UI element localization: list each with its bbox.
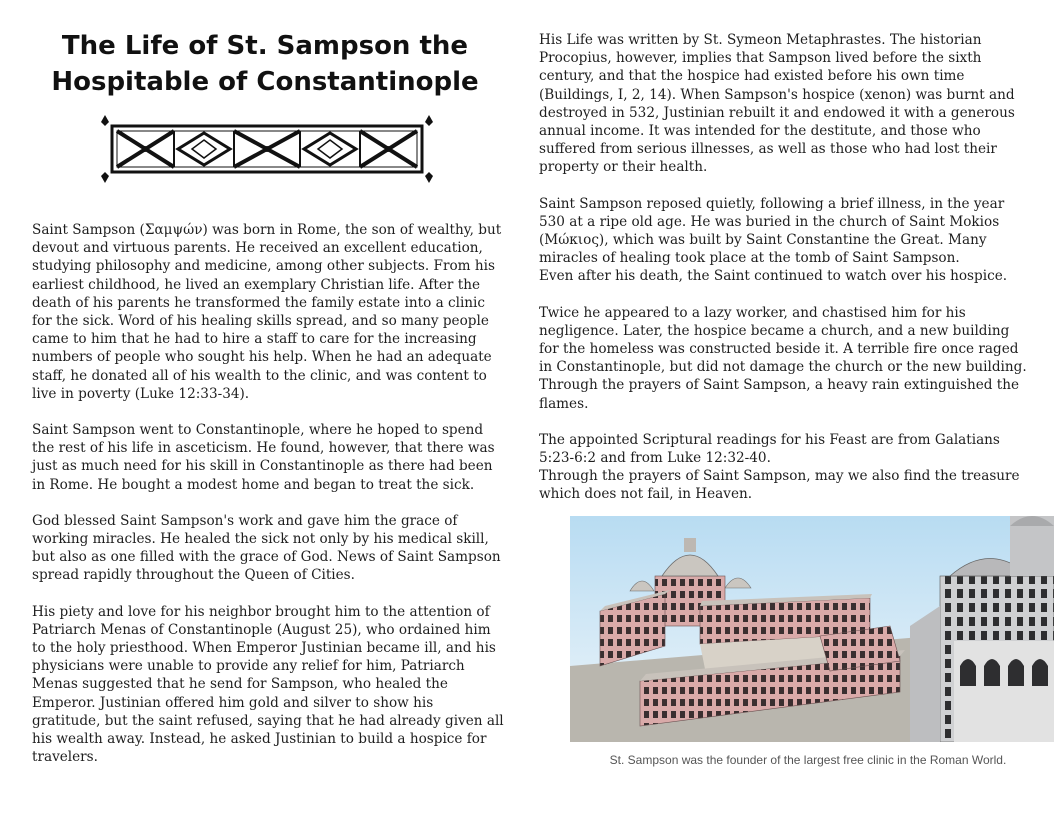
paragraph: His Life was written by St. Symeon Metaphrastes. The historian Procopius, however, implies that Sampson lived before the sixth century, and that the hospice had existed before his own time (Buildings, I, 2, 14). When Sampson's hospice (xenon) was burnt and destroyed in 532, Justinian rebuilt it and endowed it with a generous annual income. It was intended for the destitute, and those who suffered from serious illnesses, as well as those who had lost their property or their health. [539, 32, 1015, 176]
left-text-column [32, 221, 504, 766]
hospice-3d-model-image [570, 516, 1054, 742]
paragraph: God blessed Saint Sampson's work and gave him the grace of working miracles. He healed the sick not only by his medical skill, but also as one filled with the grace of God. News of Saint Sampson spread rapidly throughout the Queen of Cities. [32, 512, 501, 584]
image-caption: St. Sampson was the founder of the largest free clinic in the Roman World. [609, 753, 1007, 767]
paragraph: His piety and love for his neighbor brought him to the attention of Patriarch Menas of Constantinople (August 25), who ordained him to the holy priesthood. When Emperor Justinian became ill, and his physicians were unable to provide any relief for him, Patriarch Menas suggested that he send for Sampson, who healed the Emperor. Justinian offered him gold and silver to show his gratitude, but the saint refused, saying that he had already given all his wealth away. Instead, he asked Justinian to build a hospice for travelers. [32, 603, 504, 766]
paragraph-line: Saint Sampson reposed quietly, following a brief illness, in the year 530 at a ripe old age. He was buried in the church of Saint Mokios (Μώκιος), which was built by Saint Constantine the Great. Many miracles of healing took place at the tomb of Saint Sampson. [539, 195, 1005, 267]
paragraph-line: Through the prayers of Saint Sampson, may we also find the treasure which does not fail, in Heaven. [539, 468, 1020, 503]
page-title: The Life of St. Sampson the Hospitable of Constantinople [51, 31, 479, 97]
paragraph-line: The appointed Scriptural readings for his Feast are from Galatians 5:23-6:2 and from Luke 12:32-40. [539, 431, 1000, 467]
byzantine-ornament-band [98, 112, 436, 186]
paragraph: Saint Sampson went to Constantinople, where he hoped to spend the rest of his life in asceticism. He found, however, that there was just as much need for his skill in Constantinople as there had been in Rome. He bought a modest home and began to treat the sick. [32, 422, 495, 493]
paragraph-line: Even after his death, the Saint continued to watch over his hospice. [539, 268, 1008, 285]
paragraph: Saint Sampson (Σαμψών) was born in Rome, the son of wealthy, but devout and virtuous parents. He received an excellent education, studying philosophy and medicine, among other subjects. From his earliest childhood, he lived an exemplary Christian life. After the death of his parents he transformed the family estate into a clinic for the sick. Word of his healing skills spread, and so many people came to him that he had to hire a staff to care for the increasing numbers of people who sought his help. When he had an adequate staff, he donated all of his wealth to the clinic, and was content to live in poverty (Luke 12:33-34). [32, 222, 502, 402]
paragraph: Twice he appeared to a lazy worker, and chastised him for his negligence. Later, the hospice became a church, and a new building for the homeless was constructed beside it. A terrible fire once raged in Constantinople, but did not damage the church or the new building. Through the prayers of Saint Sampson, a heavy rain extinguished the flames. [539, 304, 1027, 412]
right-text-column [539, 31, 1027, 504]
